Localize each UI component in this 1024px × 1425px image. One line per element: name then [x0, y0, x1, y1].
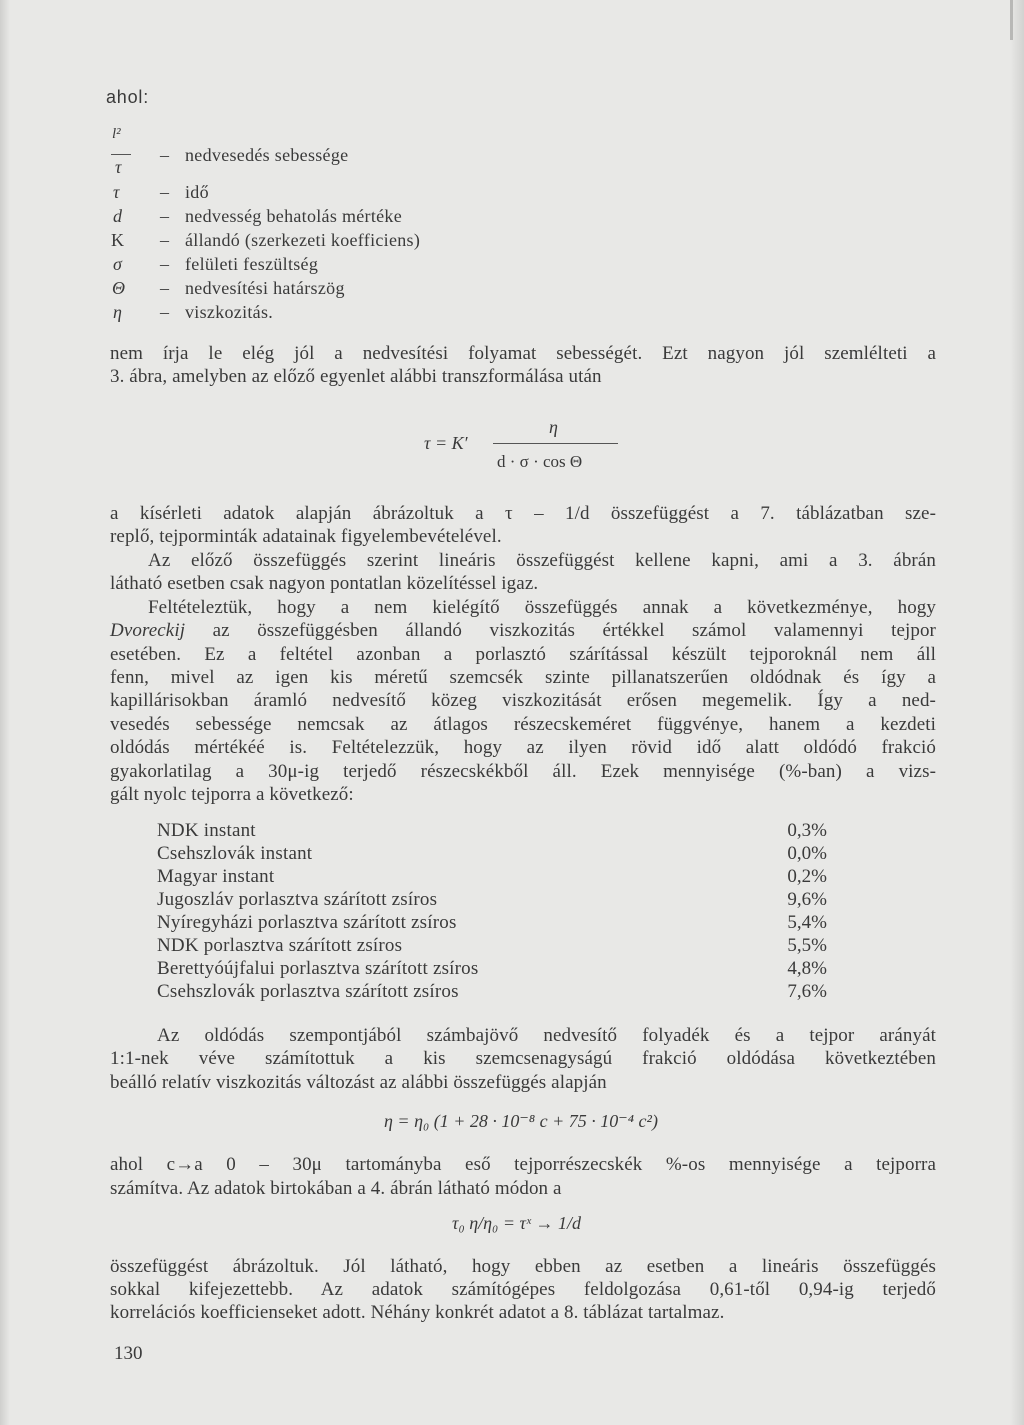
table-row-value: 5,5%: [787, 935, 827, 956]
table-row-value: 4,8%: [787, 958, 827, 979]
paragraph-line: vesedés sebessége nemcsak az átlagos részecskeméret függvénye, hanem a kezdeti: [110, 714, 936, 735]
paragraph-line: ahol c→a 0 – 30μ tartományba eső tejporrészecskék %-os mennyisége a tejporra: [110, 1154, 936, 1175]
legend-definition: viszkozitás.: [185, 302, 274, 322]
legend-dash: –: [160, 302, 169, 322]
table-row-value: 0,2%: [787, 866, 827, 887]
paragraph-line: gyakorlatilag a 30μ-ig terjedő részecskékből áll. Ezek mennyisége (%-ban) a vizs-: [110, 761, 936, 782]
legend-symbol: τ: [113, 182, 120, 202]
paragraph-line: fenn, mivel az igen kis méretű szemcsék szinte pillanatszerűen oldódnak és így a: [110, 667, 936, 688]
legend-definition: nedvesség behatolás mértéke: [185, 206, 403, 226]
paragraph-line: esetében. Ez a feltétel azonban a porlasztó szárítással készült tejporoknál nem áll: [110, 644, 936, 665]
legend-symbol: K: [111, 230, 124, 250]
legend-dash: –: [160, 182, 169, 202]
formula-numerator: η: [549, 417, 558, 437]
binding-edge: [0, 0, 10, 1425]
legend-definition: idő: [185, 182, 209, 202]
page-number: 130: [114, 1343, 143, 1364]
legend-dash: –: [160, 145, 169, 165]
legend-symbol: η: [113, 302, 122, 322]
paragraph-line: 3. ábra, amelyben az előző egyenlet alábbi transzformálása után: [110, 366, 602, 387]
paragraph-line: Az előző összefüggés szerint lineáris összefüggést kellene kapni, ami a 3. ábrán: [148, 550, 936, 571]
author-name: Dvoreckij: [110, 620, 186, 641]
paragraph-text: az összefüggésben állandó viszkozitás értékkel számol valamennyi tejpor: [185, 620, 936, 641]
edge-mark: [1010, 0, 1013, 40]
formula-viscosity: η = η₀ (1 + 28 · 10⁻⁸ c + 75 · 10⁻⁴ c²): [384, 1111, 658, 1131]
legend-definition: állandó (szerkezeti koefficiens): [185, 230, 421, 250]
paragraph-line: gált nyolc tejporra a következő:: [110, 784, 354, 805]
intro-text: ahol:: [106, 87, 150, 107]
formula-lhs: τ = K′: [424, 433, 468, 453]
legend-definition: nedvesítési határszög: [185, 278, 345, 298]
legend-dash: –: [160, 230, 169, 250]
paragraph-line: [110, 619, 936, 642]
table-row-name: Csehszlovák instant: [157, 843, 313, 864]
table-row-name: Nyíregyházi porlasztva szárított zsíros: [157, 912, 457, 933]
table-row-name: Berettyóújfalui porlasztva szárított zsíros: [157, 958, 479, 979]
legend-symbol: d: [113, 206, 122, 226]
paragraph-line: számítva. Az adatok birtokában a 4. ábrán látható módon a: [110, 1178, 562, 1199]
fraction-bar: [111, 154, 131, 155]
paragraph-line: Feltételeztük, hogy a nem kielégítő összefüggés annak a következménye, hogy: [148, 597, 936, 618]
paragraph-line: Az oldódás szempontjából számbajövő nedvesítő folyadék és a tejpor arányát: [157, 1025, 936, 1046]
paragraph-line: kapillárisokban áramló nedvesítő közeg viszkozitását erősen megemelik. Így a ned-: [110, 690, 936, 711]
formula-relation: τ₀ η/η₀ = τˣ → 1/d: [452, 1213, 581, 1233]
paragraph-line: a kísérleti adatok alapján ábrázoltuk a τ – 1/d összefüggést a 7. táblázatban sze-: [110, 503, 936, 524]
legend-definition: felületi feszültség: [185, 254, 319, 274]
legend-dash: –: [160, 254, 169, 274]
table-row-name: Jugoszláv porlasztva szárított zsíros: [157, 889, 438, 910]
table-row-value: 5,4%: [787, 912, 827, 933]
table-row-value: 7,6%: [787, 981, 827, 1002]
legend-definition: nedvesedés sebessége: [185, 145, 349, 165]
paragraph-line: látható esetben csak nagyon pontatlan közelítéssel igaz.: [110, 573, 539, 594]
table-row-name: Csehszlovák porlasztva szárított zsíros: [157, 981, 459, 1002]
formula-denominator: d · σ · cos Θ: [497, 452, 583, 471]
paragraph-line: korrelációs koefficienseket adott. Néhány konkrét adatot a 8. táblázat tartalmaz.: [110, 1302, 725, 1323]
table-row-value: 9,6%: [787, 889, 827, 910]
legend-symbol: σ: [113, 254, 122, 274]
paragraph-line: oldódás mértékéé is. Feltételezzük, hogy az ilyen rövid idő alatt oldódó frakció: [110, 737, 936, 758]
fraction-denominator: τ: [115, 157, 122, 177]
paragraph-line: 1:1-nek véve számítottuk a kis szemcsenagyságú frakció oldódása következtében: [110, 1048, 936, 1069]
table-row-value: 0,3%: [787, 820, 827, 841]
paragraph-line: beálló relatív viszkozitás változást az alábbi összefüggés alapján: [110, 1072, 607, 1093]
table-row-name: NDK porlasztva szárított zsíros: [157, 935, 403, 956]
table-row-name: Magyar instant: [157, 866, 275, 887]
legend-symbol: Θ: [112, 278, 125, 298]
paragraph-line: összefüggést ábrázoltuk. Jól látható, hogy ebben az esetben a lineáris összefüggés: [110, 1256, 936, 1277]
paragraph-line: sokkal kifejezettebb. Az adatok számítógépes feldolgozása 0,61-től 0,94-ig terjedő: [110, 1279, 936, 1300]
paragraph-line: nem írja le elég jól a nedvesítési folyamat sebességét. Ezt nagyon jól szemlélteti a: [110, 343, 936, 364]
formula-fraction-bar: [493, 443, 618, 444]
page-right-edge: [1010, 0, 1024, 1425]
legend-dash: –: [160, 206, 169, 226]
legend-dash: –: [160, 278, 169, 298]
table-row-value: 0,0%: [787, 843, 827, 864]
fraction-numerator: l²: [112, 126, 121, 142]
table-row-name: NDK instant: [157, 820, 256, 841]
paragraph-line: replő, tejporminták adatainak figyelembevételével.: [110, 526, 502, 547]
